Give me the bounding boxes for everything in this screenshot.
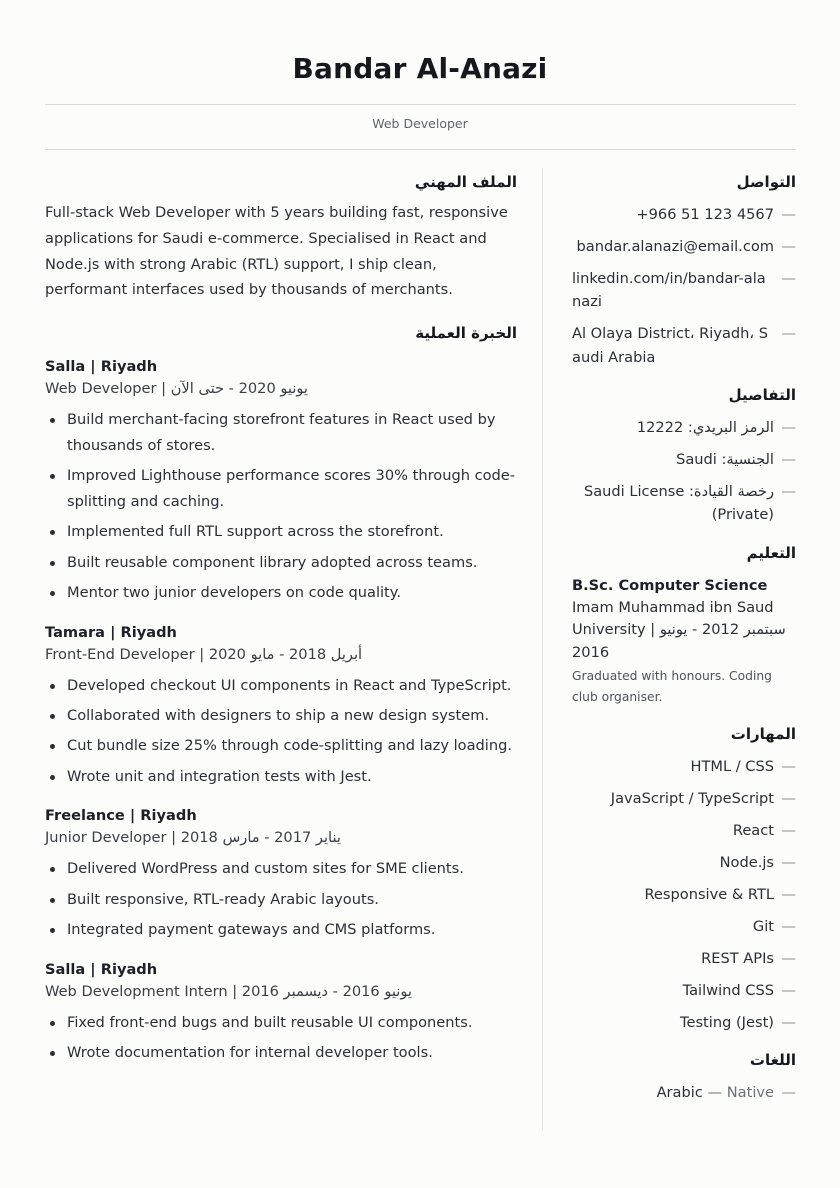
contact-section xyxy=(572,170,796,369)
job-bullet: Fixed front-end bugs and built reusable UI components. xyxy=(45,1010,517,1036)
phone-text: +966 51 123 4567 xyxy=(636,205,774,223)
job-bullet: Mentor two junior developers on code quality. xyxy=(45,580,517,606)
skill-item xyxy=(572,883,796,907)
details-title: التفاصيل xyxy=(728,386,796,404)
skill-item xyxy=(572,755,796,779)
contact-phone xyxy=(572,203,796,227)
column-divider xyxy=(542,168,543,1130)
job-entry xyxy=(45,958,517,1066)
profile-title: الملف المهني xyxy=(414,173,517,191)
job-bullets xyxy=(45,856,517,942)
language-name: Arabic xyxy=(656,1083,703,1101)
contact-linkedin xyxy=(572,267,796,314)
job-company: Freelance | Riyadh xyxy=(45,807,197,825)
job-bullet: Wrote documentation for internal developer tools. xyxy=(45,1040,517,1066)
education-section xyxy=(572,541,796,709)
skill-text: React xyxy=(732,821,774,839)
dash-marker: — xyxy=(781,237,796,255)
dash-marker: — xyxy=(781,981,796,999)
detail-postal xyxy=(572,416,796,440)
languages-title: اللغات xyxy=(749,1051,796,1069)
languages-section xyxy=(572,1048,796,1104)
postal-text: الرمز البريدي: 12222 xyxy=(636,418,774,436)
details-section xyxy=(572,383,796,527)
dash-marker: — xyxy=(781,1083,796,1101)
education-school-dates: Imam Muhammad ibn Saud University | سبتمبر 2012 - يونيو 2016 xyxy=(572,598,786,661)
skill-item xyxy=(572,819,796,843)
education-degree: B.Sc. Computer Science xyxy=(572,576,768,594)
contact-email xyxy=(572,235,796,259)
job-bullet: Delivered WordPress and custom sites for SME clients. xyxy=(45,856,517,882)
education-note: Graduated with honours. Coding club organiser. xyxy=(572,669,772,704)
job-entry xyxy=(45,355,517,606)
dash-marker: — xyxy=(781,853,796,871)
dash-marker: — xyxy=(781,418,796,436)
job-bullet: Developed checkout UI components in React and TypeScript. xyxy=(45,673,517,699)
address-text: Al Olaya District، Riyadh، Saudi Arabia xyxy=(572,325,769,366)
license-text: رخصة القيادة: Saudi License (Private) xyxy=(583,482,774,523)
skill-text: Git xyxy=(752,917,774,935)
job-company: Tamara | Riyadh xyxy=(45,623,177,641)
dash-marker: — xyxy=(781,450,796,468)
main-column xyxy=(45,170,517,1070)
job-bullet: Implemented full RTL support across the storefront. xyxy=(45,519,517,545)
skill-item xyxy=(572,851,796,875)
job-bullets xyxy=(45,673,517,790)
dash-marker: — xyxy=(781,885,796,903)
dash-marker: — xyxy=(781,789,796,807)
dash-marker: — xyxy=(781,821,796,839)
candidate-name: Bandar Al-Anazi xyxy=(292,52,548,85)
education-title: التعليم xyxy=(746,543,796,562)
job-role-dates: Web Development Intern | يونيو 2016 - ديسمبر 2016 xyxy=(45,982,412,1000)
nationality-text: الجنسية: Saudi xyxy=(676,450,774,468)
job-bullet: Build merchant-facing storefront features in React used by thousands of stores. xyxy=(45,407,517,459)
detail-license xyxy=(572,480,796,527)
contact-address xyxy=(572,322,796,369)
sidebar-column xyxy=(572,170,796,1104)
linkedin-text: linkedin.com/in/bandar-alanazi xyxy=(572,269,766,310)
job-role-dates: Front-End Developer | أبريل 2018 - مايو 2020 xyxy=(45,645,363,663)
job-bullet: Collaborated with designers to ship a new design system. xyxy=(45,703,517,729)
job-company: Salla | Riyadh xyxy=(45,960,158,978)
profile-summary: Full-stack Web Developer with 5 years building fast, responsive applications for Saudi e-commerce. Specialised in React and Node.js with strong Arabic (RTL) support, I ship clean, performant interfaces used by thousands of merchants. xyxy=(45,204,508,299)
skill-text: Testing (Jest) xyxy=(680,1013,774,1031)
detail-nationality xyxy=(572,448,796,472)
dash-marker: — xyxy=(781,917,796,935)
job-bullet: Improved Lighthouse performance scores 30% through code-splitting and caching. xyxy=(45,463,517,515)
language-level: Native xyxy=(726,1083,774,1101)
job-bullet: Integrated payment gateways and CMS platforms. xyxy=(45,917,517,943)
skill-text: Node.js xyxy=(719,853,774,871)
experience-title: الخبرة العملية xyxy=(415,324,517,343)
job-bullet: Built reusable component library adopted across teams. xyxy=(45,550,517,576)
skill-text: REST APIs xyxy=(701,949,774,967)
dash-marker: — xyxy=(781,949,796,967)
job-bullets xyxy=(45,407,517,606)
header-divider-top xyxy=(45,104,796,105)
skill-text: HTML / CSS xyxy=(690,757,774,775)
job-role-dates: Junior Developer | يناير 2017 - مارس 2018 xyxy=(45,829,341,847)
language-item xyxy=(572,1081,796,1105)
dash-marker: — xyxy=(781,269,796,287)
candidate-role: Web Developer xyxy=(372,116,468,131)
dash-marker: — xyxy=(781,757,796,775)
skill-item xyxy=(572,947,796,971)
skill-text: Tailwind CSS xyxy=(682,981,774,999)
email-text: bandar.alanazi@email.com xyxy=(576,237,774,255)
skill-item xyxy=(572,979,796,1003)
skill-text: JavaScript / TypeScript xyxy=(610,789,774,807)
contact-title: التواصل xyxy=(736,173,796,191)
skill-text: Responsive & RTL xyxy=(644,885,774,903)
dash-marker: — xyxy=(781,205,796,223)
job-entry xyxy=(45,804,517,942)
language-text xyxy=(657,1081,774,1105)
dash-marker: — xyxy=(781,482,796,500)
skill-item xyxy=(572,787,796,811)
job-company: Salla | Riyadh xyxy=(45,358,158,376)
skills-title: المهارات xyxy=(730,725,796,743)
job-entry xyxy=(45,621,517,790)
skill-item xyxy=(572,915,796,939)
job-bullet: Wrote unit and integration tests with Jest. xyxy=(45,764,517,790)
job-bullets xyxy=(45,1010,517,1066)
skill-item xyxy=(572,1011,796,1035)
skills-section xyxy=(572,722,796,1034)
language-separator: — xyxy=(702,1083,727,1101)
header-divider-bottom xyxy=(45,149,796,150)
job-bullet: Cut bundle size 25% through code-splitting and lazy loading. xyxy=(45,733,517,759)
job-bullet: Built responsive, RTL-ready Arabic layouts. xyxy=(45,887,517,913)
dash-marker: — xyxy=(781,1013,796,1031)
job-role-dates: Web Developer | يونيو 2020 - حتى الآن xyxy=(45,380,308,398)
dash-marker: — xyxy=(781,325,796,342)
